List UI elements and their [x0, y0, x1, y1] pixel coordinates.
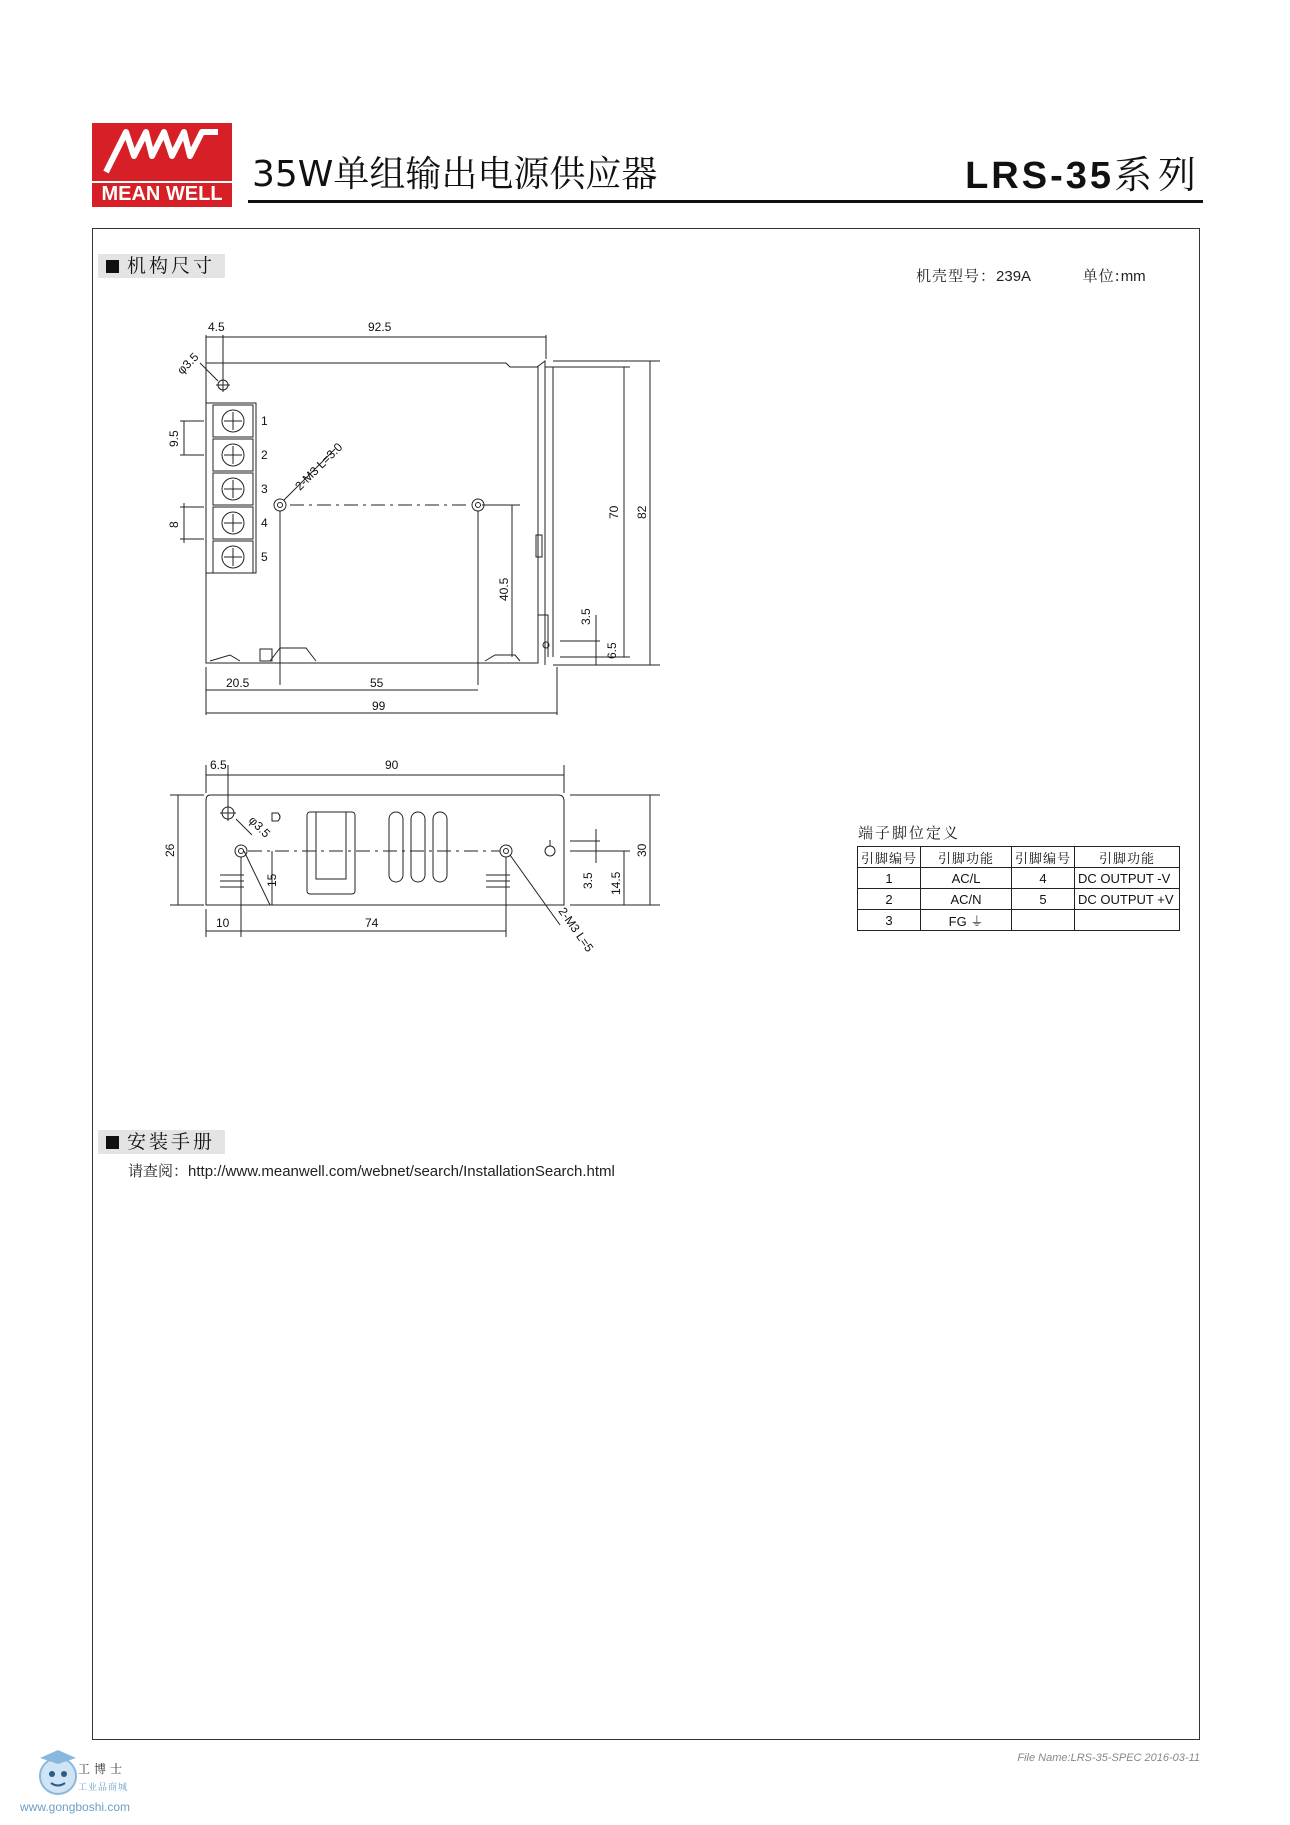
dim-15: 15 [265, 873, 279, 887]
table-header-row [858, 847, 1180, 868]
pin-table-caption: 端子脚位定义 [858, 824, 961, 842]
table-header: 引脚功能 [1075, 847, 1180, 868]
dim-99: 99 [372, 699, 386, 713]
table-header: 引脚功能 [921, 847, 1012, 868]
table-row [858, 910, 1180, 931]
watermark-subtitle: 工业品商城 [78, 1783, 129, 1793]
file-name-footer: File Name:LRS-35-SPEC 2016-03-11 [1017, 1752, 1200, 1764]
dim-30: 30 [635, 843, 649, 857]
dim-8: 8 [167, 521, 181, 528]
logo-wordmark: MEAN WELL [92, 181, 232, 205]
dim-m3-l5: 2-M3 L=5 [555, 904, 597, 955]
table-row [858, 868, 1180, 889]
side-view-drawing [160, 745, 670, 965]
terminal-label-4: 4 [261, 516, 268, 530]
page-title: 35W单组输出电源供应器 [252, 154, 658, 195]
dim-m3-thread: 2-M3 L=3.0 [292, 440, 346, 494]
table-header: 引脚编号 [858, 847, 921, 868]
table-cell: DC OUTPUT +V [1075, 889, 1180, 910]
mw-logo-mark [100, 126, 224, 178]
dim-82: 82 [635, 505, 649, 519]
dim-3-5-side: 3.5 [581, 872, 595, 889]
dim-4-5: 4.5 [208, 320, 225, 334]
dim-10: 10 [216, 916, 230, 930]
table-header: 引脚编号 [1012, 847, 1075, 868]
terminal-label-5: 5 [261, 550, 268, 564]
dim-phi-3-5: φ3.5 [174, 349, 202, 378]
dim-26: 26 [163, 843, 177, 857]
dim-92-5: 92.5 [368, 320, 392, 334]
dim-40-5: 40.5 [497, 577, 511, 601]
install-section-heading [98, 1130, 225, 1154]
case-value: 239A [996, 268, 1032, 285]
terminal-label-2: 2 [261, 448, 268, 462]
series-suffix: 系列 [1113, 153, 1202, 197]
table-cell: AC/L [921, 868, 1012, 889]
install-label: 请查阅： [128, 1162, 189, 1180]
dim-55: 55 [370, 676, 384, 690]
dim-70: 70 [607, 505, 621, 519]
section-title: 机构尺寸 [127, 255, 216, 277]
table-cell: 1 [858, 868, 921, 889]
table-cell: 2 [858, 889, 921, 910]
dim-6-5: 6.5 [605, 642, 619, 659]
watermark-site: www.gongboshi.com [20, 1800, 131, 1814]
table-cell [1075, 910, 1180, 931]
install-link[interactable]: http://www.meanwell.com/webnet/search/InstallationSearch.html [188, 1163, 615, 1180]
dim-3-5: 3.5 [579, 608, 593, 625]
table-row [858, 889, 1180, 910]
terminal-label-3: 3 [261, 482, 268, 496]
section-title: 安装手册 [127, 1131, 216, 1153]
dim-6-5-side: 6.5 [210, 758, 227, 772]
watermark-brand: 工博士 [78, 1762, 127, 1776]
unit-label: 单位: [1082, 267, 1121, 285]
table-cell: 3 [858, 910, 921, 931]
header-rule [248, 200, 1203, 203]
table-cell: DC OUTPUT -V [1075, 868, 1180, 889]
dim-20-5: 20.5 [226, 676, 250, 690]
case-label: 机壳型号： [916, 267, 997, 285]
bullet-square-icon [106, 1136, 119, 1149]
install-reference [128, 1160, 615, 1181]
dim-14-5: 14.5 [609, 871, 623, 895]
terminal-label-1: 1 [261, 414, 268, 428]
dim-phi-3-5-side: φ3.5 [245, 813, 274, 841]
table-cell: FG ⏚ [921, 910, 1012, 931]
table-cell: 4 [1012, 868, 1075, 889]
pin-definition-table [857, 846, 1180, 931]
case-info [916, 265, 1146, 286]
terminal-screws [213, 405, 253, 573]
model-name: LRS-35 [965, 155, 1114, 197]
dim-90: 90 [385, 758, 399, 772]
table-cell: AC/N [921, 889, 1012, 910]
bullet-square-icon [106, 260, 119, 273]
series-title [965, 153, 1202, 198]
table-cell [1012, 910, 1075, 931]
dim-74: 74 [365, 916, 379, 930]
table-cell: 5 [1012, 889, 1075, 910]
mechanical-section-heading [98, 254, 225, 278]
top-view-drawing [160, 315, 670, 725]
unit-value: mm [1120, 268, 1146, 285]
dim-9-5: 9.5 [167, 430, 181, 447]
